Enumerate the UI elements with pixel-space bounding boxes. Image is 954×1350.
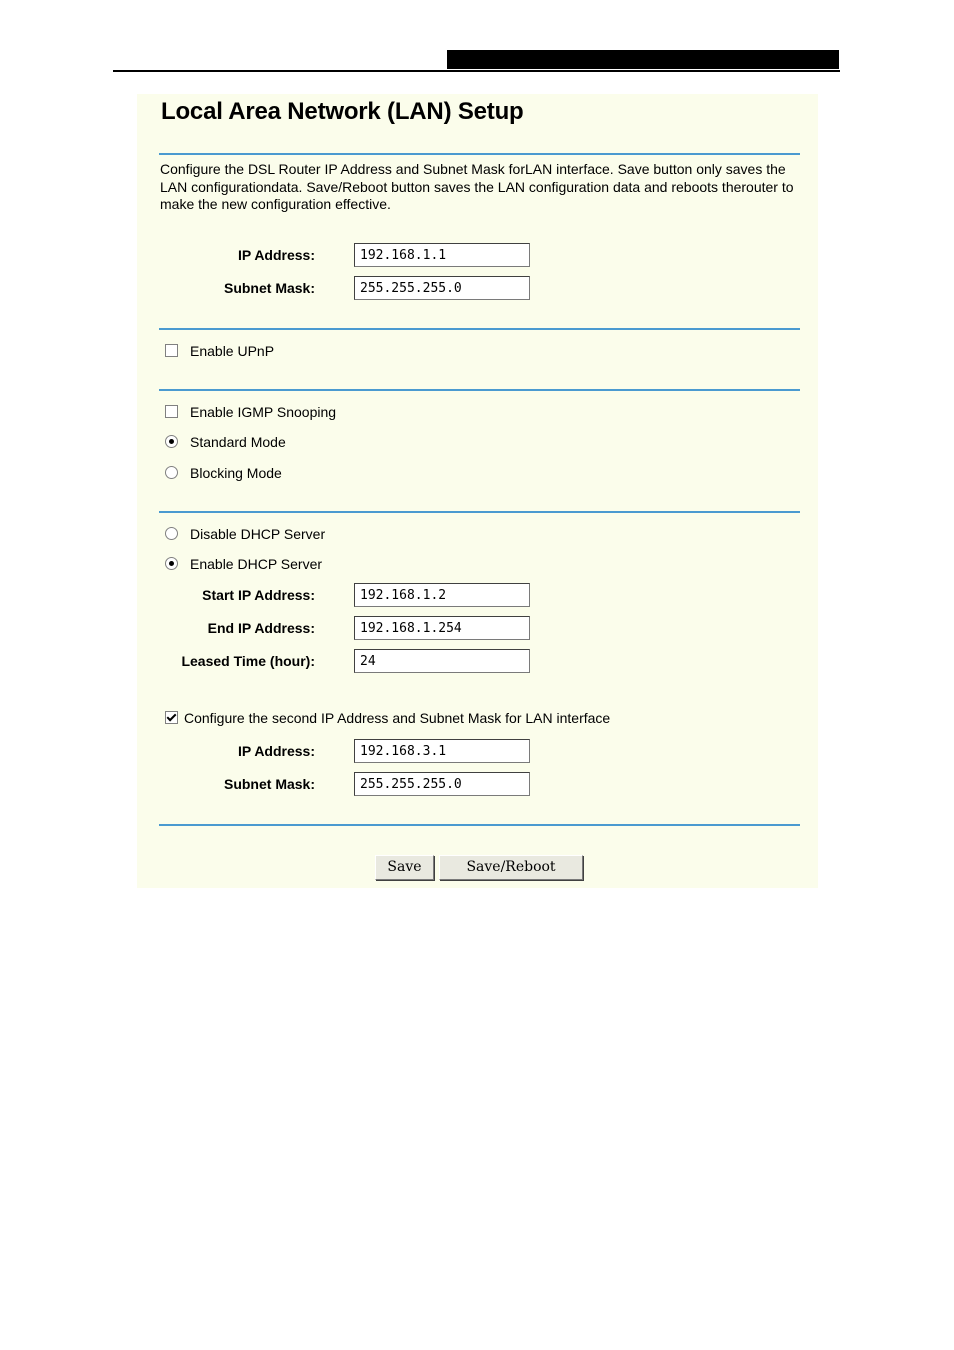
ip-address-input[interactable] [354,243,530,267]
leased-time-input[interactable] [354,649,530,673]
save-button[interactable]: Save [375,855,434,880]
standard-mode-label: Standard Mode [190,434,286,450]
divider [159,153,800,155]
second-ip-address-input[interactable] [354,739,530,763]
subnet-mask-input[interactable] [354,276,530,300]
standard-mode-option[interactable] [165,433,286,451]
document-header-bar [447,50,839,69]
igmp-checkbox[interactable] [165,405,178,418]
divider [159,389,800,391]
subnet-mask-label: Subnet Mask: [223,280,315,296]
divider [159,511,800,513]
second-ip-label: Configure the second IP Address and Subnet Mask for LAN interface [184,710,611,726]
divider [159,824,800,826]
upnp-checkbox[interactable] [165,344,178,357]
second-ip-checkbox[interactable] [165,711,178,724]
second-ip-address-label: IP Address: [237,743,315,759]
disable-dhcp-option[interactable] [165,525,325,543]
page-description: Configure the DSL Router IP Address and Subnet Mask forLAN interface. Save button only saves the LAN configurationdata. Save/Reboot button saves the LAN configuration data and reboots therouter to make the new configuration effective. [160,161,794,212]
end-ip-input[interactable] [354,616,530,640]
igmp-label: Enable IGMP Snooping [190,404,337,420]
enable-dhcp-radio[interactable] [165,557,178,570]
second-subnet-mask-input[interactable] [354,772,530,796]
upnp-label: Enable UPnP [190,343,275,359]
page-title: Local Area Network (LAN) Setup [161,98,524,125]
blocking-mode-option[interactable] [165,464,282,482]
blocking-mode-radio[interactable] [165,466,178,479]
start-ip-label: Start IP Address: [202,587,315,603]
divider [159,328,800,330]
igmp-option[interactable] [165,403,336,421]
save-reboot-button[interactable]: Save/Reboot [439,855,583,880]
leased-time-label: Leased Time (hour): [181,653,315,669]
start-ip-input[interactable] [354,583,530,607]
ip-address-label: IP Address: [237,247,315,263]
document-header-rule [113,70,840,72]
second-ip-option[interactable] [165,709,610,727]
upnp-option[interactable] [165,342,274,360]
enable-dhcp-label: Enable DHCP Server [190,556,323,572]
second-subnet-mask-label: Subnet Mask: [223,776,315,792]
standard-mode-radio[interactable] [165,435,178,448]
end-ip-label: End IP Address: [207,620,315,636]
disable-dhcp-label: Disable DHCP Server [190,526,326,542]
blocking-mode-label: Blocking Mode [190,465,282,481]
enable-dhcp-option[interactable] [165,555,322,573]
disable-dhcp-radio[interactable] [165,527,178,540]
